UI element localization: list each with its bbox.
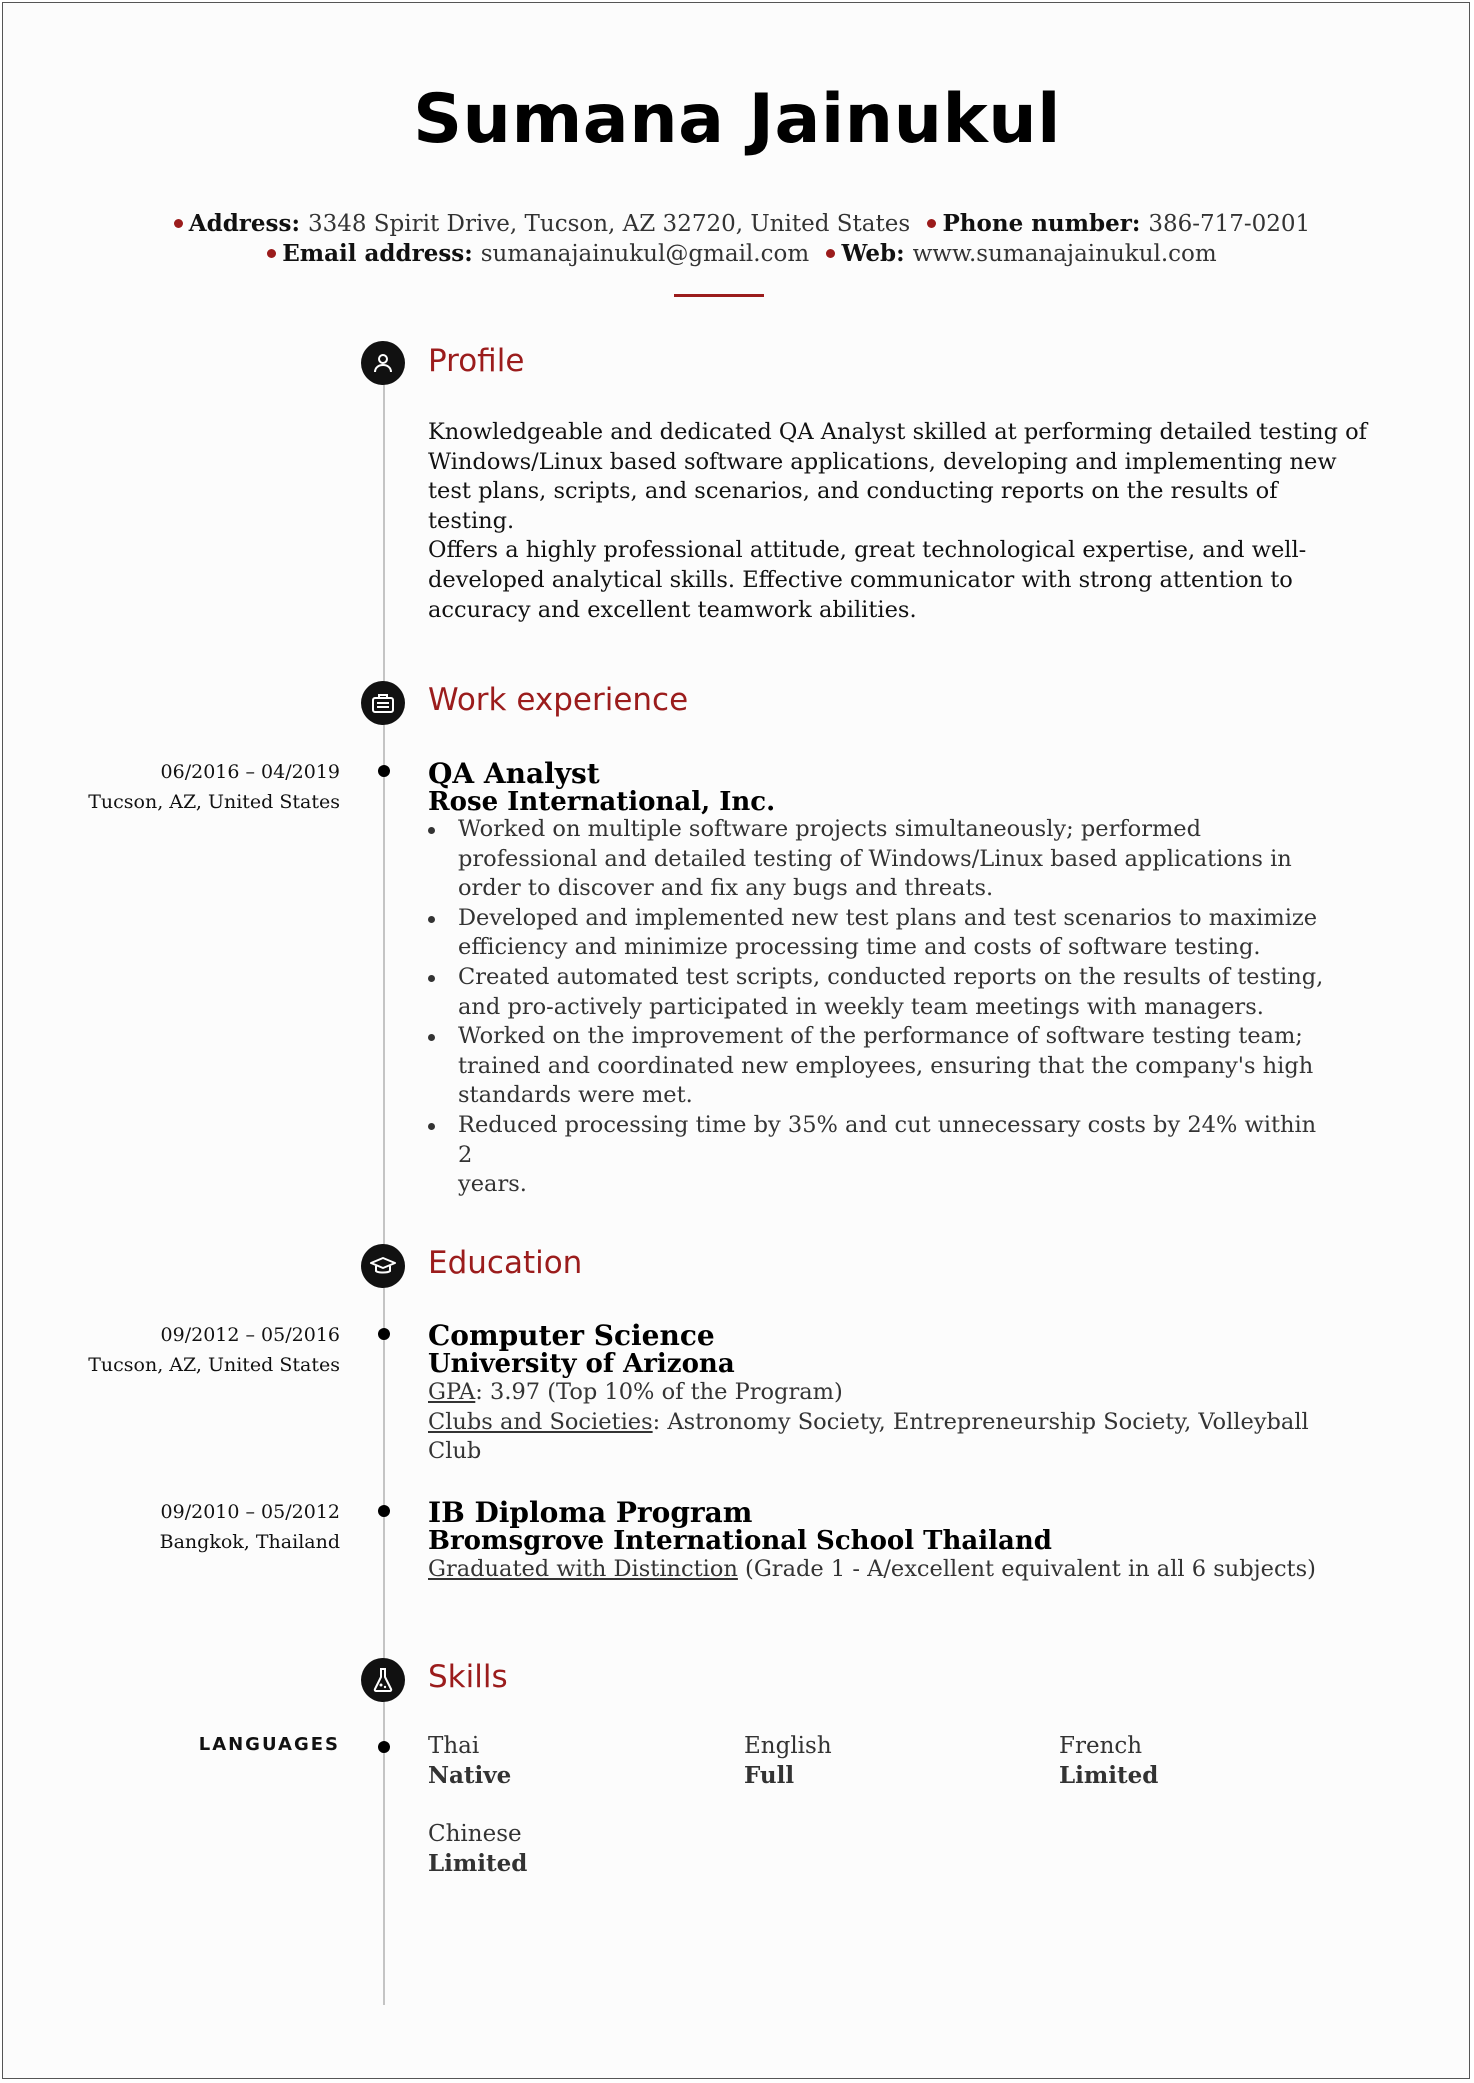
education-details	[428, 1555, 1338, 1585]
timeline-dot	[378, 1505, 390, 1517]
bullet-line: Worked on multiple software projects simultaneously; performed	[458, 816, 1202, 842]
gpa-label: GPA	[428, 1379, 476, 1405]
profile-line: accuracy and excellent teamwork abilities.	[428, 596, 917, 623]
language-item	[744, 1732, 832, 1790]
job-meta	[88, 757, 340, 817]
bullet-dot	[174, 219, 183, 228]
education-degree: IB Diploma Program	[428, 1496, 753, 1529]
job-dates: 06/2016 – 04/2019	[160, 761, 340, 783]
phone-label: Phone number:	[942, 210, 1141, 237]
education-details	[428, 1378, 1338, 1467]
education-dates: 09/2012 – 05/2016	[160, 1324, 340, 1346]
bullet-line: standards were met.	[458, 1082, 693, 1109]
timeline-dot	[378, 1741, 390, 1753]
language-item	[428, 1732, 511, 1790]
list-item	[428, 1022, 1328, 1111]
timeline-dot	[378, 1328, 390, 1340]
bullet-line: professional and detailed testing of Windows/Linux based applications in	[458, 845, 1292, 872]
profile-summary	[428, 418, 1368, 625]
graduation-cap-icon	[361, 1244, 405, 1288]
job-position: QA Analyst	[428, 757, 600, 790]
education-meta	[88, 1320, 340, 1380]
education-school: University of Arizona	[428, 1349, 735, 1379]
clubs-label: Clubs and Societies	[428, 1408, 653, 1435]
timeline-dot	[378, 765, 390, 777]
list-item	[428, 963, 1328, 1022]
education-dates: 09/2010 – 05/2012	[160, 1501, 340, 1523]
language-name: Chinese	[428, 1821, 522, 1847]
profile-line: test plans, scripts, and scenarios, and conducting reports on the results of testing.	[428, 478, 1278, 534]
address-value: 3348 Spirit Drive, Tucson, AZ 32720, United States	[307, 211, 911, 237]
contact-line-2	[0, 240, 1474, 267]
language-level: Native	[428, 1762, 512, 1789]
gpa-value: : 3.97 (Top 10% of the Program)	[475, 1379, 843, 1405]
list-item	[428, 815, 1328, 904]
clubs-line	[428, 1408, 1338, 1438]
bullet-line: Worked on the improvement of the performance of software testing team;	[458, 1023, 1303, 1050]
bullet-line: Reduced processing time by 35% and cut unnecessary costs by 24% within 2	[458, 1111, 1317, 1168]
honor-label: Graduated with Distinction	[428, 1556, 738, 1582]
job-location: Tucson, AZ, United States	[88, 791, 340, 813]
header-divider	[674, 294, 764, 297]
profile-line: Windows/Linux based software applications, developing and implementing new	[428, 448, 1337, 475]
clubs-value: : Astronomy Society, Entrepreneurship Society, Volleyball	[652, 1408, 1309, 1435]
flask-icon	[361, 1658, 405, 1702]
language-name: French	[1059, 1733, 1143, 1759]
contact-line-1	[0, 210, 1474, 237]
bullet-dot	[927, 219, 936, 228]
gpa-line	[428, 1378, 1338, 1408]
section-title-profile: Profile	[428, 343, 525, 379]
list-item	[428, 904, 1328, 963]
language-item	[428, 1820, 527, 1878]
language-name: English	[744, 1733, 832, 1759]
education-degree: Computer Science	[428, 1319, 715, 1352]
bullet-line: efficiency and minimize processing time and costs of software testing.	[458, 934, 1261, 961]
language-level: Limited	[1059, 1762, 1159, 1789]
profile-line: Offers a highly professional attitude, great technological expertise, and well-	[428, 537, 1307, 564]
honor-value: (Grade 1 - A/excellent equivalent in all 6 subjects)	[737, 1556, 1316, 1582]
bullet-line: Developed and implemented new test plans and test scenarios to maximize	[458, 904, 1318, 931]
language-item	[1059, 1732, 1158, 1790]
language-level: Full	[744, 1762, 795, 1789]
timeline-line	[383, 362, 385, 2005]
list-item	[428, 1111, 1328, 1200]
profile-line: Knowledgeable and dedicated QA Analyst skilled at performing detailed testing of	[428, 419, 1368, 445]
bullet-line: order to discover and fix any bugs and threats.	[458, 875, 994, 902]
section-title-work: Work experience	[428, 682, 689, 718]
job-bullets	[428, 815, 1328, 1200]
bullet-line: trained and coordinated new employees, ensuring that the company's high	[458, 1052, 1314, 1079]
web-value[interactable]: www.sumanajainukul.com	[912, 241, 1217, 267]
email-value[interactable]: sumanajainukul@gmail.com	[480, 241, 810, 267]
email-label: Email address:	[282, 240, 473, 267]
bullet-line: years.	[458, 1171, 527, 1198]
education-location: Bangkok, Thailand	[159, 1531, 340, 1553]
education-location: Tucson, AZ, United States	[88, 1354, 340, 1376]
bullet-line: Created automated test scripts, conducted reports on the results of testing,	[458, 963, 1324, 990]
language-name: Thai	[428, 1733, 480, 1759]
language-level: Limited	[428, 1850, 528, 1877]
education-meta	[160, 1497, 340, 1557]
person-icon	[361, 341, 405, 385]
briefcase-icon	[361, 681, 405, 725]
clubs-line-continued: Club	[428, 1438, 482, 1465]
job-company: Rose International, Inc.	[428, 787, 776, 817]
phone-value: 386-717-0201	[1148, 211, 1311, 237]
web-label: Web:	[841, 240, 905, 267]
profile-line: developed analytical skills. Effective communicator with strong attention to	[428, 566, 1293, 593]
bullet-dot	[267, 249, 276, 258]
candidate-name: Sumana Jainukul	[413, 80, 1061, 159]
education-school: Bromsgrove International School Thailand	[428, 1526, 1052, 1556]
skill-category: LANGUAGES	[198, 1734, 340, 1755]
address-label: Address:	[188, 210, 300, 237]
section-title-skills: Skills	[428, 1659, 508, 1695]
section-title-education: Education	[428, 1245, 583, 1281]
bullet-line: and pro-actively participated in weekly team meetings with managers.	[458, 993, 1264, 1020]
bullet-dot	[826, 249, 835, 258]
